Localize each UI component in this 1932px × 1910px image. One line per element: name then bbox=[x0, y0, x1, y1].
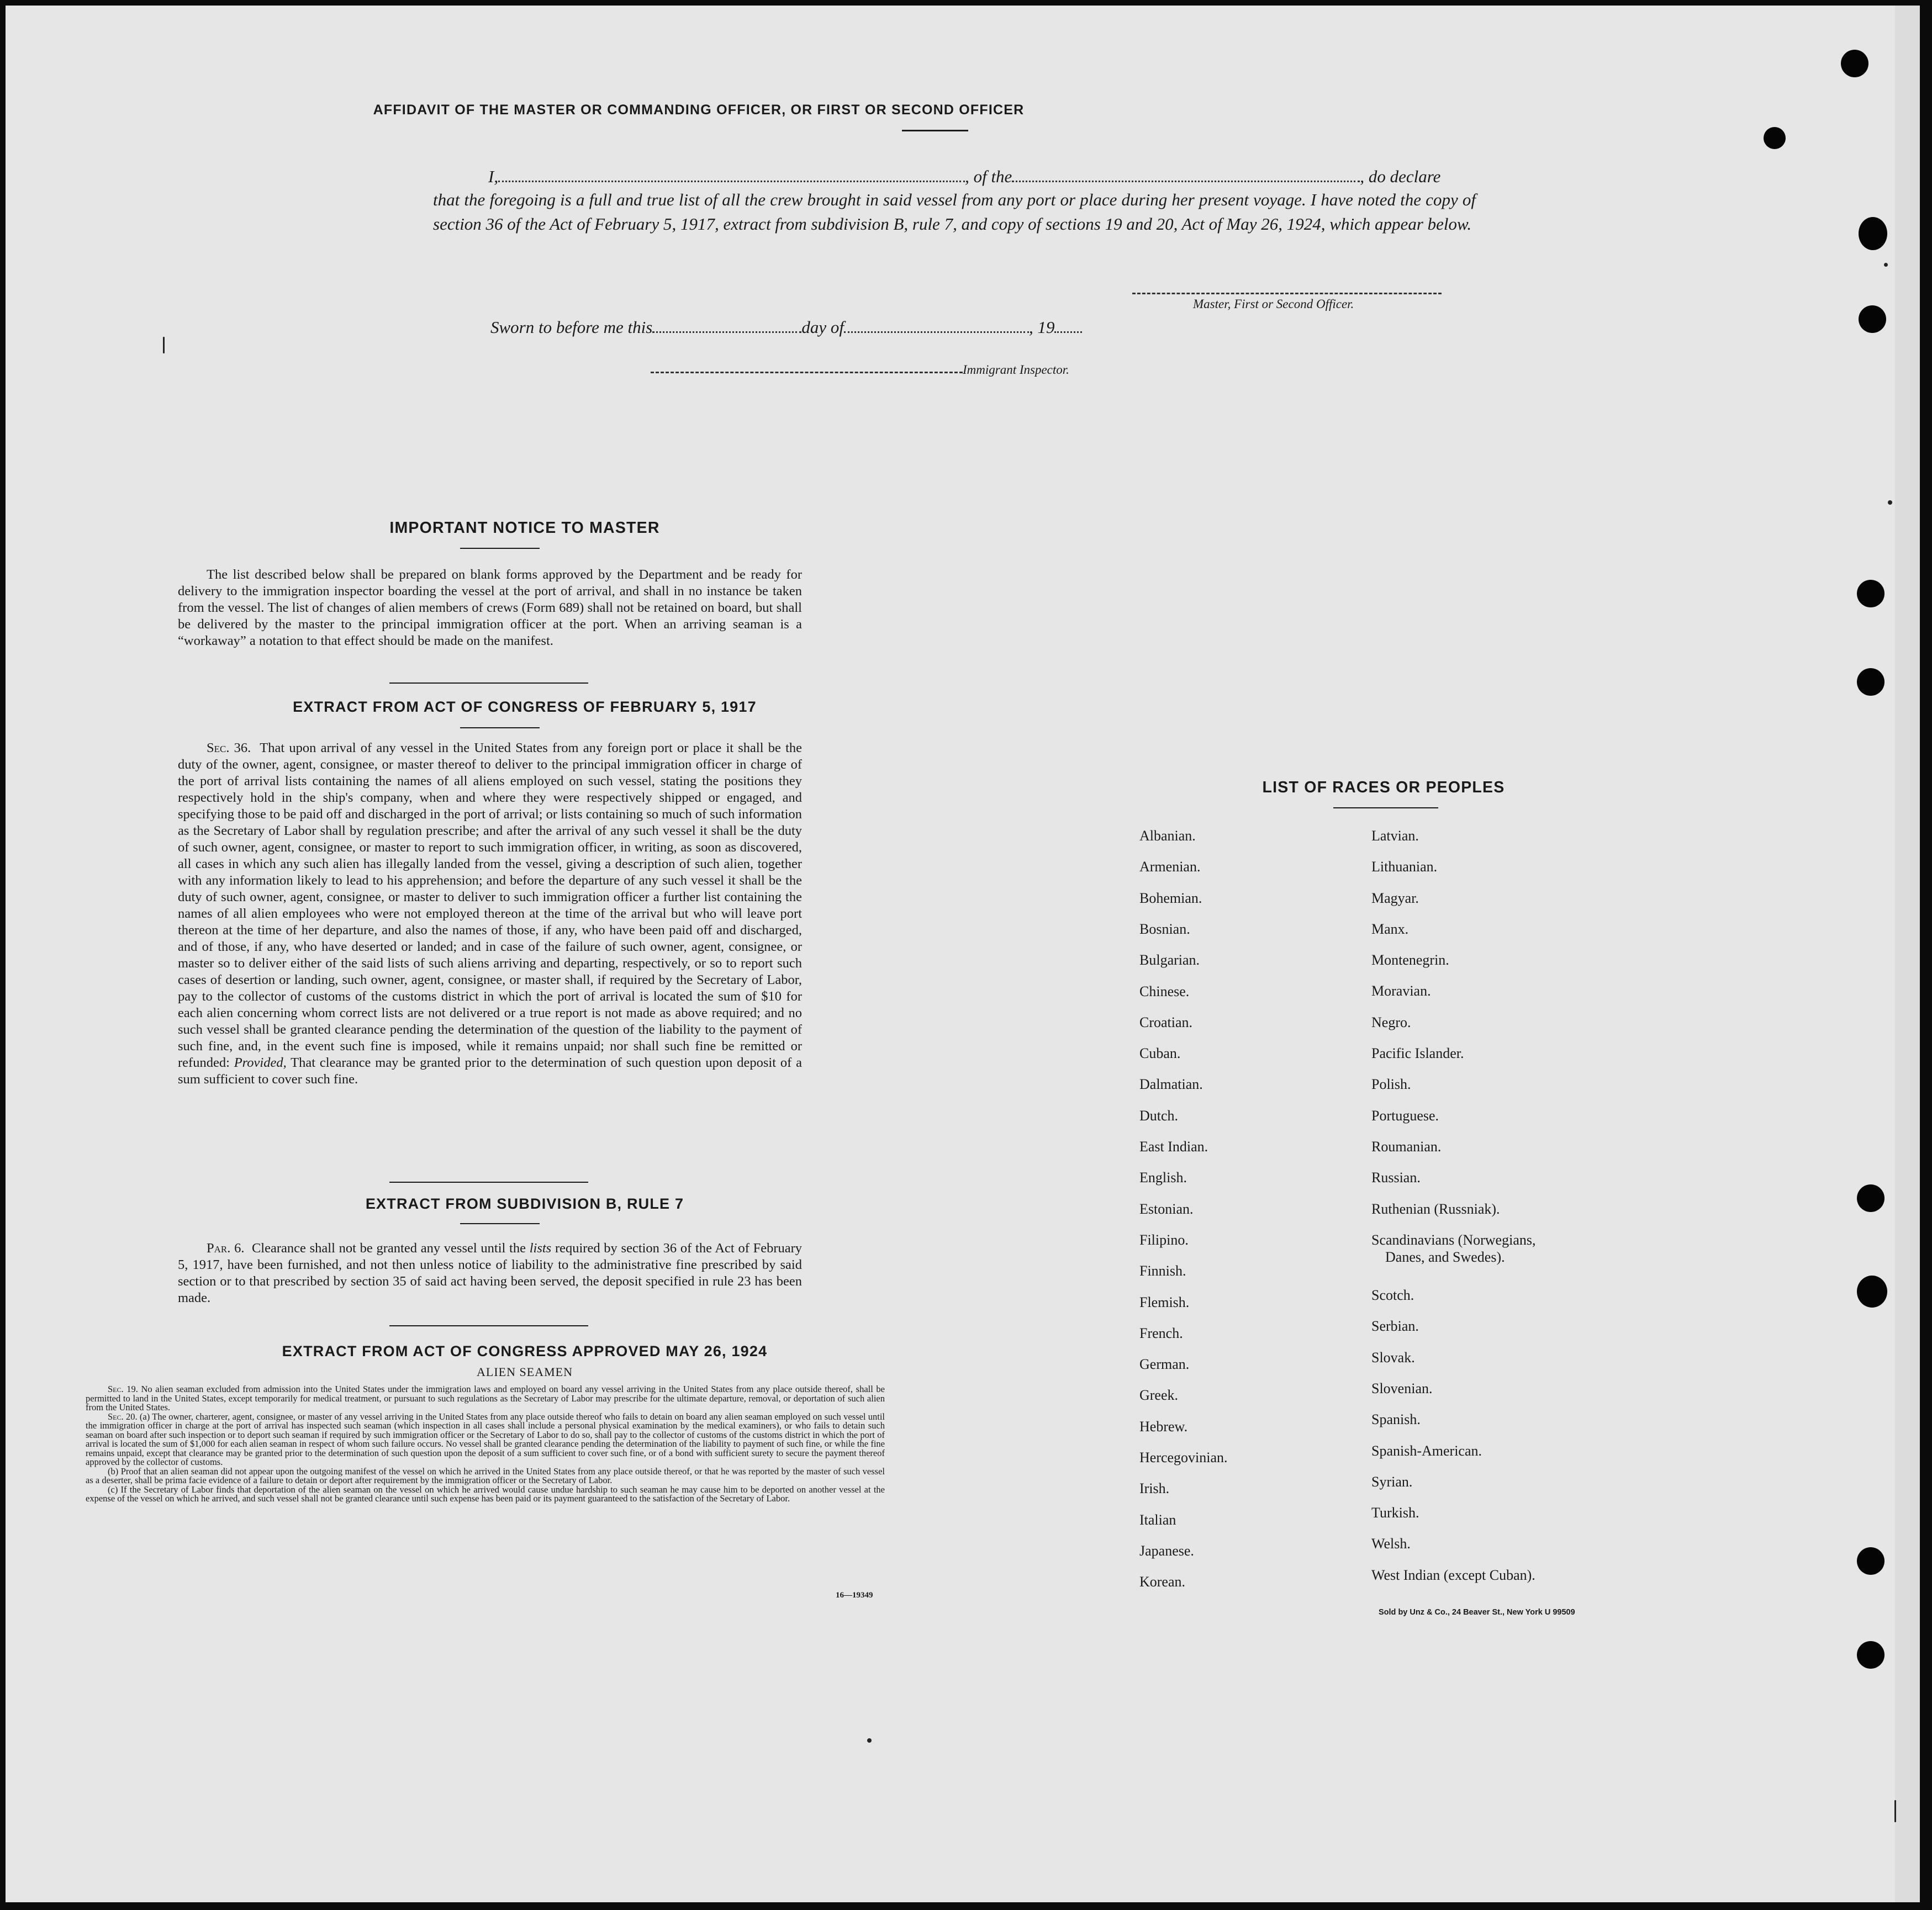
sec-19-text: No alien seaman excluded from admission into the United States under the immigration laws and employed on board any vessel arriving in the United States from any place outside thereof, shall be permitted to land in the United States, except temporarily for medical treatment, or pursuant to such regulations as the Secretary of Labor may prescribe for the ultimate departure, removal, or deportation of such alien from the United States. bbox=[86, 1384, 885, 1412]
proviso-label: Provided, bbox=[234, 1055, 287, 1070]
sec-20a-text: (a) The owner, charterer, agent, consignee, or master of any vessel arriving in the United States from any place outside thereof who fails to detain on board any alien seaman employed on such vessel until the immigration officer in charge at the port of arrival has inspected such seaman (which inspection in all cases shall include a personal physical examination by the medical examiners), or who fails to detain such seaman on board after such inspection or to deport such seaman if required by such immigration officer or the Secretary of Labor to do so, shall pay to the collector of customs of the customs district in which the port of arrival is located the sum of $1,000 for each alien seaman in respect of whom such failure occurs. No vessel shall be granted clearance pending the determination of the liability to payment of such fine, or while the fine remains unpaid, except that clearance may be granted prior to the determination of such question upon the deposit of a sum sufficient to cover such fine, or of a bond with sufficient surety to secure the payment thereof approved by the collector of customs. bbox=[86, 1411, 885, 1467]
notice-body bbox=[178, 567, 802, 649]
binder-hole bbox=[1857, 1184, 1885, 1212]
day-of-label: day of bbox=[801, 318, 844, 337]
binder-hole bbox=[1859, 305, 1886, 333]
par-6-text-a: Clearance shall not be granted any vessel until the bbox=[251, 1241, 526, 1256]
extract-rule7-body bbox=[178, 1240, 802, 1306]
race-item: Italian bbox=[1139, 1512, 1176, 1528]
speck bbox=[1894, 1800, 1896, 1822]
race-item: Spanish-American. bbox=[1371, 1443, 1482, 1459]
race-item: Estonian. bbox=[1139, 1201, 1194, 1217]
title-rule bbox=[902, 130, 968, 131]
race-item: Syrian. bbox=[1371, 1474, 1413, 1490]
form-sheet bbox=[6, 6, 1920, 1902]
sec-20b-paragraph: (b) Proof that an alien seaman did not appear upon the outgoing manifest of the vessel on which he arrived in the United States from any place outside thereof, or that he was reported by the master of such vessel as a deserter, shall be prima facie evidence of a failure to detain or deport after requirement by the immigration officer or the Secretary of Labor. bbox=[86, 1465, 885, 1485]
alien-seamen-subtitle: ALIEN SEAMEN bbox=[477, 1365, 573, 1379]
extract-1917-body bbox=[178, 740, 802, 1088]
race-item: Bohemian. bbox=[1139, 890, 1202, 906]
sheet-edge bbox=[1895, 6, 1920, 1902]
binder-hole bbox=[1857, 1276, 1887, 1308]
race-item: Japanese. bbox=[1139, 1543, 1194, 1559]
affidavit-body: that the foregoing is a full and true list of all the crew brought in said vessel from any port or place during her present voyage. I have noted the copy of section 36 of the Act of February 5, 1917, extract from subdivision B, rule 7, and copy of sections 19 and 20, Act of May 26, 1924, which appear below. bbox=[433, 190, 1476, 234]
race-item: Finnish. bbox=[1139, 1263, 1186, 1279]
speck bbox=[1888, 500, 1892, 505]
binder-hole bbox=[1857, 1641, 1885, 1669]
extract-rule7-title: EXTRACT FROM SUBDIVISION B, RULE 7 bbox=[365, 1195, 684, 1212]
sec-19-label: Sec. 19. bbox=[108, 1384, 138, 1394]
binder-hole bbox=[1857, 668, 1885, 696]
sworn-line bbox=[490, 318, 1082, 337]
sworn-year-field[interactable] bbox=[1054, 331, 1082, 333]
race-item: English. bbox=[1139, 1170, 1187, 1186]
race-item: Serbian. bbox=[1371, 1318, 1419, 1334]
sec-36-label: Sec. 36. bbox=[207, 740, 251, 755]
sec-20a-paragraph bbox=[86, 1412, 885, 1467]
races-title: LIST OF RACES OR PEOPLES bbox=[1262, 779, 1505, 796]
race-item: French. bbox=[1139, 1325, 1183, 1341]
inspector-signature-field[interactable] bbox=[651, 372, 963, 373]
race-item: Dutch. bbox=[1139, 1108, 1179, 1124]
declarant-name-field[interactable] bbox=[498, 180, 965, 182]
race-item: Manx. bbox=[1371, 921, 1409, 937]
race-item: Montenegrin. bbox=[1371, 952, 1449, 968]
vessel-name-field[interactable] bbox=[1012, 180, 1360, 182]
lists-word: lists bbox=[529, 1241, 552, 1256]
binder-hole bbox=[1764, 127, 1786, 149]
extract-rule7-rule bbox=[460, 1223, 540, 1224]
sec-36-paragraph bbox=[178, 740, 802, 1088]
sec-20-label: Sec. 20. bbox=[108, 1411, 138, 1422]
proviso-text: That clearance may be granted prior to the determination of such question upon deposit of a sum sufficient to cover such fine. bbox=[178, 1055, 802, 1087]
inspector-caption: Immigrant Inspector. bbox=[963, 363, 1069, 377]
master-signature-caption: Master, First or Second Officer. bbox=[1193, 297, 1354, 311]
sec-36-text: That upon arrival of any vessel in the United States from any foreign port or place it shall be the duty of the owner, agent, consignee, or master thereof to deliver to the principal immigration officer in charge of the port of arrival lists containing the names of all aliens employed on such vessel, stating the positions they respectively hold in the ship's company, when and where they were respectively shipped or engaged, and specifying those to be paid off and discharged in the port of arrival; or lists containing so much of such information as the Secretary of Labor shall by regulation prescribe; and after the arrival of any such vessel it shall be the duty of such owner, agent, consignee, or master to report to such immigration officer, in writing, as soon as discovered, all cases in which any such alien has illegally landed from the vessel, giving a description of such alien, together with any information likely to lead to his apprehension; and before the departure of any such vessel it shall be the duty of such owner, agent, consignee, or master to deliver to such immigration officer a further list containing the names of all alien employees who were not employed thereon at the time of the arrival but who will leave port thereon at the time of her departure, and also the names of those, if any, who have been paid off and discharged, and of those, if any, who have deserted or landed; and in case of the failure of such owner, agent, consignee, or master so to deliver either of the said lists of such aliens arriving and departing, respectively, or so to report such cases of desertion or landing, such owner, agent, consignee, or master shall, if required by the Secretary of Labor, pay to the collector of customs of the customs district in which the port of arrival is located the sum of $10 for each alien concerning whom correct lists are not delivered or a true report is not made as above required; and no such vessel shall be granted clearance pending the determination of the question of the liability to the payment of such fine, and, in the event such fine is imposed, while it remains unpaid; nor shall such fine be remitted or refunded: bbox=[178, 740, 803, 1070]
race-item: Cuban. bbox=[1139, 1045, 1181, 1061]
sec-19-paragraph bbox=[86, 1385, 885, 1412]
race-item: Filipino. bbox=[1139, 1232, 1189, 1248]
race-item: Scotch. bbox=[1371, 1287, 1414, 1303]
race-item: German. bbox=[1139, 1356, 1190, 1372]
race-item: Latvian. bbox=[1371, 828, 1419, 844]
declarant-prefix: I, bbox=[488, 167, 499, 186]
printer-imprint: Sold by Unz & Co., 24 Beaver St., New York U 99509 bbox=[1379, 1608, 1575, 1617]
race-item: Bulgarian. bbox=[1139, 952, 1200, 968]
section-divider bbox=[389, 1182, 588, 1183]
declare-label: , do declare bbox=[1360, 167, 1441, 186]
extract-1917-rule bbox=[460, 727, 540, 728]
speck bbox=[1884, 263, 1888, 267]
race-item: Chinese. bbox=[1139, 983, 1190, 999]
race-item: Pacific Islander. bbox=[1371, 1045, 1464, 1061]
affidavit-title: AFFIDAVIT OF THE MASTER OR COMMANDING OFFICER, OR FIRST OR SECOND OFFICER bbox=[373, 102, 1025, 118]
par-6-paragraph bbox=[178, 1240, 802, 1306]
race-item: Russian. bbox=[1371, 1170, 1421, 1186]
par-6-text-b: required by section 36 of the Act of February 5, 1917, have been furnished, and not then unless notice of liability to the administrative fine prescribed by said section or to that prescribed by section 35 of said act having been served, the deposit specified in rule 23 has been made. bbox=[178, 1241, 803, 1305]
race-item: Scandinavians (Norwegians, bbox=[1371, 1232, 1536, 1248]
section-divider bbox=[389, 1325, 588, 1326]
race-item: Slovak. bbox=[1371, 1350, 1415, 1366]
race-item: Hercegovinian. bbox=[1139, 1449, 1228, 1465]
sworn-day-field[interactable] bbox=[652, 331, 801, 333]
sworn-month-field[interactable] bbox=[844, 331, 1029, 333]
race-item: Danes, and Swedes). bbox=[1385, 1249, 1505, 1265]
race-item: Portuguese. bbox=[1371, 1108, 1439, 1124]
race-item: Welsh. bbox=[1371, 1536, 1411, 1552]
sec-20c-paragraph: (c) If the Secretary of Labor finds that deportation of the alien seaman on the vessel on which he arrived would cause undue hardship to such seaman he may cause him to be deported on another vessel at the expense of the vessel on which he arrived, and such vessel shall not be granted clearance until such expense has been paid or its payment guaranteed to the satisfaction of the Secretary of Labor. bbox=[86, 1484, 885, 1504]
binder-hole bbox=[1841, 50, 1868, 77]
race-item: Polish. bbox=[1371, 1076, 1411, 1092]
race-item: Hebrew. bbox=[1139, 1419, 1188, 1435]
races-title-rule bbox=[1333, 807, 1438, 808]
race-item: Negro. bbox=[1371, 1014, 1411, 1030]
race-item: Magyar. bbox=[1371, 890, 1419, 906]
speck bbox=[867, 1738, 872, 1743]
notice-title: IMPORTANT NOTICE TO MASTER bbox=[389, 519, 660, 537]
extract-1924-body bbox=[86, 1385, 885, 1504]
master-signature-field[interactable] bbox=[1132, 293, 1442, 294]
speck bbox=[163, 337, 165, 353]
race-item: Irish. bbox=[1139, 1480, 1170, 1496]
binder-hole bbox=[1857, 580, 1885, 607]
binder-hole bbox=[1859, 217, 1887, 250]
extract-1924-title: EXTRACT FROM ACT OF CONGRESS APPROVED MAY 26, 1924 bbox=[282, 1343, 768, 1359]
race-item: Roumanian. bbox=[1371, 1139, 1442, 1155]
race-item: Croatian. bbox=[1139, 1014, 1193, 1030]
extract-1917-title: EXTRACT FROM ACT OF CONGRESS OF FEBRUARY 5, 1917 bbox=[293, 699, 757, 715]
race-item: Moravian. bbox=[1371, 983, 1431, 999]
year-label: , 19 bbox=[1028, 318, 1055, 337]
race-item: West Indian (except Cuban). bbox=[1371, 1567, 1535, 1583]
section-divider bbox=[389, 682, 588, 684]
race-item: Greek. bbox=[1139, 1387, 1179, 1403]
race-item: Armenian. bbox=[1139, 859, 1201, 875]
race-item: Korean. bbox=[1139, 1574, 1186, 1590]
race-item: Slovenian. bbox=[1371, 1380, 1433, 1396]
race-item: Ruthenian (Russniak). bbox=[1371, 1201, 1500, 1217]
race-item: Flemish. bbox=[1139, 1294, 1190, 1310]
race-item: Turkish. bbox=[1371, 1505, 1419, 1521]
race-item: Bosnian. bbox=[1139, 921, 1190, 937]
race-item: Spanish. bbox=[1371, 1411, 1421, 1427]
race-item: Lithuanian. bbox=[1371, 859, 1438, 875]
of-the-label: , of the bbox=[965, 167, 1012, 186]
notice-title-rule bbox=[460, 548, 540, 549]
sworn-prefix: Sworn to before me this bbox=[490, 318, 653, 337]
race-item: East Indian. bbox=[1139, 1139, 1208, 1155]
race-item: Albanian. bbox=[1139, 828, 1196, 844]
binder-hole bbox=[1857, 1547, 1885, 1575]
notice-paragraph: The list described below shall be prepared on blank forms approved by the Department and be ready for delivery to the immigration inspector boarding the vessel at the port of arrival, and shall in no instance be taken from the vessel. The list of changes of alien members of crews (Form 689) shall not be retained on board, but shall be delivered by the master to the principal immigration officer at the port. When an arriving seaman is a “workaway” a notation to that effect should be made on the manifest. bbox=[178, 567, 802, 648]
race-item: Dalmatian. bbox=[1139, 1076, 1203, 1092]
par-6-label: Par. 6. bbox=[207, 1241, 245, 1256]
declarant-line bbox=[488, 167, 1440, 187]
form-number: 16—19349 bbox=[836, 1591, 873, 1600]
